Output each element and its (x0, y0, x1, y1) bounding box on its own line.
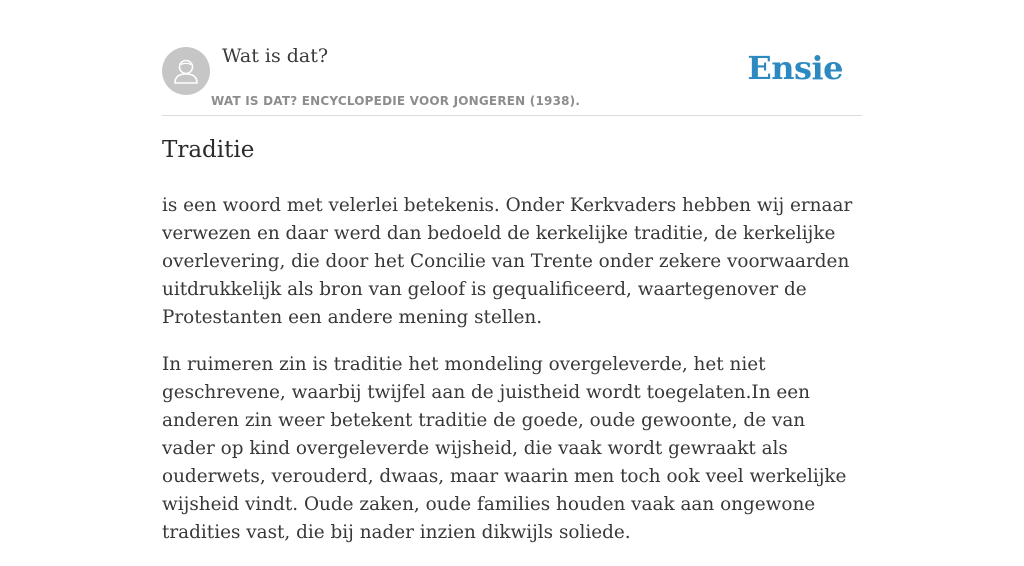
article-paragraph: In ruimeren zin is traditie het mondeling overgeleverde, het niet geschrevene, waarbij twijfel aan de juistheid wordt toegelaten.In een anderen zin weer betekent traditie de goede, oude gewoonte, de van vader op kind overgeleverde wijsheid, die vaak wordt gewraakt als ouderwets, verouderd, dwaas, maar waarin men toch ook veel werkelijke wijsheid vindt. Oude zaken, oude families houden vaak aan ongewone tradities vast, die bij nader inzien dikwijls soliede. (162, 354, 847, 543)
article-body (162, 192, 862, 566)
article-paragraph: is een woord met velerlei betekenis. Onder Kerkvaders hebben wij ernaar verwezen en daar werd dan bedoeld de kerkelijke traditie, de kerkelijke overlevering, die door het Concilie van Trente onder zekere voorwaarden uitdrukkelijk als bron van geloof is gequalificeerd, waartegenover de Protestanten een andere mening stellen. (162, 195, 853, 328)
user-icon (162, 47, 210, 95)
brand-logo[interactable]: Ensie (747, 49, 843, 87)
avatar[interactable] (162, 47, 210, 95)
source-header (162, 44, 862, 116)
source-subtitle[interactable]: WAT IS DAT? ENCYCLOPEDIE VOOR JONGEREN (1938). (211, 94, 581, 108)
article-title: Traditie (162, 137, 255, 163)
source-title[interactable]: Wat is dat? (222, 45, 329, 67)
